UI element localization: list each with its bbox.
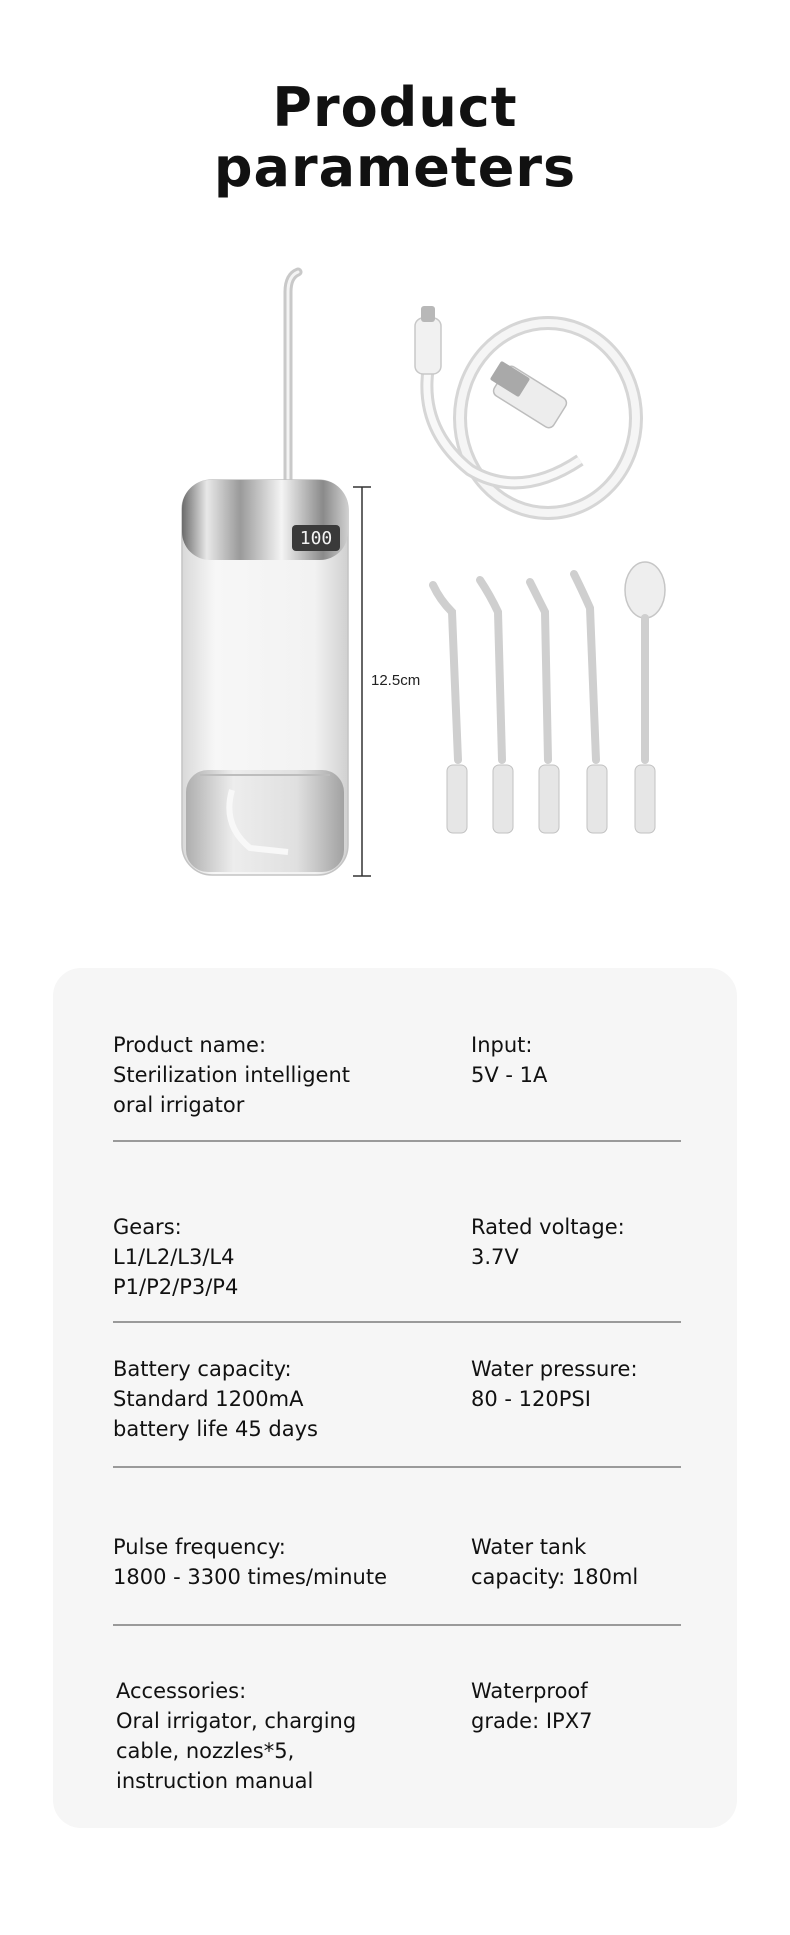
product-illustration	[0, 260, 790, 900]
row-divider	[113, 1140, 681, 1142]
lcd-display: 100	[299, 528, 333, 549]
param-pulse-frequency	[113, 1532, 443, 1592]
nozzle-4	[574, 574, 607, 833]
nozzle-tongue-cleaner	[625, 562, 665, 833]
param-water-pressure	[471, 1354, 691, 1414]
param-label: Input:	[471, 1033, 533, 1057]
param-label: Battery capacity:	[113, 1357, 292, 1381]
param-value-line: 3.7V	[471, 1245, 519, 1269]
param-gears	[113, 1212, 443, 1302]
param-value-line: capacity: 180ml	[471, 1565, 639, 1589]
param-product-name	[113, 1030, 443, 1120]
param-label: Rated voltage:	[471, 1215, 625, 1239]
param-battery-capacity	[113, 1354, 443, 1444]
dimension-indicator	[353, 487, 371, 876]
parameters-panel	[53, 968, 737, 1828]
param-value-line: L1/L2/L3/L4	[113, 1245, 235, 1269]
row-divider	[113, 1466, 681, 1468]
oral-irrigator-device	[182, 480, 348, 875]
param-value-line: 1800 - 3300 times/minute	[113, 1565, 388, 1589]
param-value-line: oral irrigator	[113, 1093, 245, 1117]
product-illustration-svg	[0, 260, 790, 900]
charging-cable	[415, 306, 636, 513]
param-label: Pulse frequency:	[113, 1535, 286, 1559]
param-value-line: instruction manual	[116, 1769, 314, 1793]
param-label: Gears:	[113, 1215, 182, 1239]
param-label: Water pressure:	[471, 1357, 638, 1381]
nozzle-set	[433, 562, 665, 833]
param-value-line: cable, nozzles*5,	[116, 1739, 295, 1763]
nozzle-2	[480, 580, 513, 833]
row-divider	[113, 1321, 681, 1323]
param-value-line: Oral irrigator, charging	[116, 1709, 357, 1733]
param-value-line: 80 - 120PSI	[471, 1387, 591, 1411]
param-water-tank-capacity	[471, 1532, 691, 1592]
param-waterproof-grade	[471, 1676, 691, 1736]
device-nozzle	[288, 272, 298, 487]
row-divider	[113, 1624, 681, 1626]
param-label: Accessories:	[116, 1679, 247, 1703]
param-label: Waterproof	[471, 1679, 588, 1703]
param-value-line: Sterilization intelligent	[113, 1063, 351, 1087]
nozzle-3	[530, 582, 559, 833]
param-value-line: battery life 45 days	[113, 1417, 318, 1441]
param-value-line: Standard 1200mA	[113, 1387, 304, 1411]
param-input	[471, 1030, 691, 1090]
param-accessories	[116, 1676, 446, 1796]
page-title	[0, 78, 790, 198]
param-value-line: grade: IPX7	[471, 1709, 593, 1733]
param-rated-voltage	[471, 1212, 691, 1272]
nozzle-1	[433, 585, 467, 833]
title-line-1: Product	[272, 76, 518, 139]
param-value-line: 5V - 1A	[471, 1063, 548, 1087]
param-label: Water tank	[471, 1535, 587, 1559]
title-line-2: parameters	[213, 136, 577, 199]
param-label: Product name:	[113, 1033, 267, 1057]
param-value-line: P1/P2/P3/P4	[113, 1275, 239, 1299]
height-dimension-label: 12.5cm	[371, 672, 421, 689]
